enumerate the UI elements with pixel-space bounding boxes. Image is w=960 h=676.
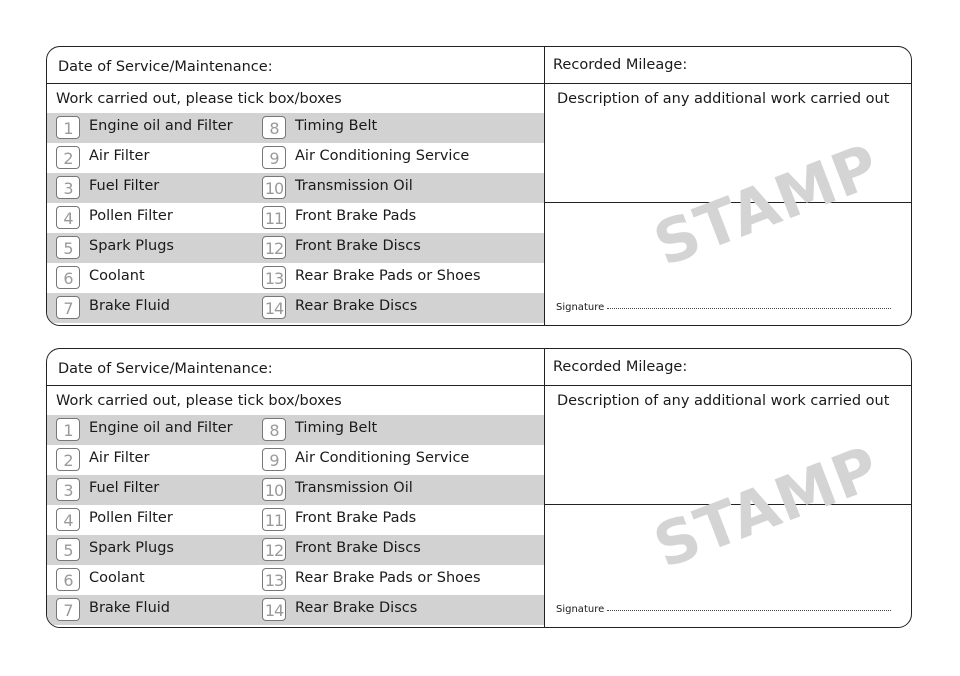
checklist-item-label: Brake Fluid <box>89 600 170 616</box>
checklist-item-label: Front Brake Discs <box>295 540 421 556</box>
tick-box[interactable]: 9 <box>262 146 286 169</box>
checklist-item-label: Coolant <box>89 570 145 586</box>
tick-box[interactable]: 4 <box>56 206 80 229</box>
work-checklist <box>47 113 544 323</box>
checklist-item-label: Fuel Filter <box>89 178 160 194</box>
tick-box[interactable]: 1 <box>56 418 80 441</box>
tick-box[interactable]: 3 <box>56 176 80 199</box>
tick-box[interactable]: 7 <box>56 296 80 319</box>
column-divider <box>544 349 545 627</box>
service-record-card-1 <box>46 46 912 326</box>
signature-dotted-line <box>607 610 891 611</box>
checklist-item-label: Timing Belt <box>295 118 378 134</box>
checklist-item-label: Fuel Filter <box>89 480 160 496</box>
tick-box[interactable]: 8 <box>262 116 286 139</box>
tick-box[interactable]: 6 <box>56 266 80 289</box>
column-divider <box>544 47 545 325</box>
recorded-mileage-label: Recorded Mileage: <box>553 359 688 375</box>
tick-box[interactable]: 8 <box>262 418 286 441</box>
tick-box[interactable]: 2 <box>56 146 80 169</box>
header-divider <box>47 83 911 84</box>
checklist-item-label: Air Filter <box>89 148 150 164</box>
checklist-row <box>47 595 544 625</box>
checklist-item-label: Front Brake Discs <box>295 238 421 254</box>
tick-box[interactable]: 9 <box>262 448 286 471</box>
checklist-item-label: Air Conditioning Service <box>295 148 470 164</box>
checklist-item-label: Engine oil and Filter <box>89 420 233 436</box>
tick-box[interactable]: 5 <box>56 538 80 561</box>
tick-box[interactable]: 13 <box>262 266 286 289</box>
stamp-watermark: STAMP <box>645 432 890 583</box>
checklist-item-label: Rear Brake Discs <box>295 298 418 314</box>
checklist-item-label: Rear Brake Discs <box>295 600 418 616</box>
work-carried-out-label: Work carried out, please tick box/boxes <box>56 91 342 107</box>
signature-label: Signature <box>556 302 605 313</box>
tick-box[interactable]: 1 <box>56 116 80 139</box>
checklist-row <box>47 233 544 263</box>
tick-box[interactable]: 10 <box>262 478 286 501</box>
checklist-row <box>47 293 544 323</box>
checklist-row <box>47 475 544 505</box>
checklist-row <box>47 203 544 233</box>
tick-box[interactable]: 14 <box>262 296 286 319</box>
work-carried-out-label: Work carried out, please tick box/boxes <box>56 393 342 409</box>
checklist-item-label: Air Filter <box>89 450 150 466</box>
checklist-item-label: Engine oil and Filter <box>89 118 233 134</box>
checklist-row <box>47 445 544 475</box>
checklist-row <box>47 113 544 143</box>
additional-work-description-label: Description of any additional work carried out <box>557 91 890 107</box>
checklist-item-label: Spark Plugs <box>89 238 174 254</box>
signature-line[interactable] <box>556 302 891 313</box>
tick-box[interactable]: 14 <box>262 598 286 621</box>
tick-box[interactable]: 12 <box>262 236 286 259</box>
tick-box[interactable]: 13 <box>262 568 286 591</box>
header-divider <box>47 385 911 386</box>
checklist-row <box>47 505 544 535</box>
tick-box[interactable]: 7 <box>56 598 80 621</box>
checklist-item-label: Brake Fluid <box>89 298 170 314</box>
signature-dotted-line <box>607 308 891 309</box>
checklist-item-label: Spark Plugs <box>89 540 174 556</box>
checklist-item-label: Rear Brake Pads or Shoes <box>295 570 481 586</box>
checklist-row <box>47 565 544 595</box>
additional-work-description-label: Description of any additional work carried out <box>557 393 890 409</box>
checklist-item-label: Transmission Oil <box>295 480 413 496</box>
tick-box[interactable]: 10 <box>262 176 286 199</box>
tick-box[interactable]: 6 <box>56 568 80 591</box>
checklist-row <box>47 143 544 173</box>
checklist-item-label: Air Conditioning Service <box>295 450 470 466</box>
checklist-item-label: Timing Belt <box>295 420 378 436</box>
service-record-card-2 <box>46 348 912 628</box>
checklist-row <box>47 173 544 203</box>
tick-box[interactable]: 11 <box>262 508 286 531</box>
checklist-item-label: Rear Brake Pads or Shoes <box>295 268 481 284</box>
checklist-row <box>47 415 544 445</box>
checklist-item-label: Coolant <box>89 268 145 284</box>
tick-box[interactable]: 5 <box>56 236 80 259</box>
signature-line[interactable] <box>556 604 891 615</box>
signature-label: Signature <box>556 604 605 615</box>
date-of-service-label: Date of Service/Maintenance: <box>58 361 273 377</box>
tick-box[interactable]: 2 <box>56 448 80 471</box>
stamp-watermark: STAMP <box>645 130 890 281</box>
tick-box[interactable]: 3 <box>56 478 80 501</box>
checklist-item-label: Transmission Oil <box>295 178 413 194</box>
checklist-row <box>47 535 544 565</box>
tick-box[interactable]: 11 <box>262 206 286 229</box>
tick-box[interactable]: 4 <box>56 508 80 531</box>
date-of-service-label: Date of Service/Maintenance: <box>58 59 273 75</box>
checklist-row <box>47 263 544 293</box>
checklist-item-label: Pollen Filter <box>89 510 173 526</box>
checklist-item-label: Pollen Filter <box>89 208 173 224</box>
checklist-item-label: Front Brake Pads <box>295 208 417 224</box>
tick-box[interactable]: 12 <box>262 538 286 561</box>
work-checklist <box>47 415 544 625</box>
checklist-item-label: Front Brake Pads <box>295 510 417 526</box>
recorded-mileage-label: Recorded Mileage: <box>553 57 688 73</box>
